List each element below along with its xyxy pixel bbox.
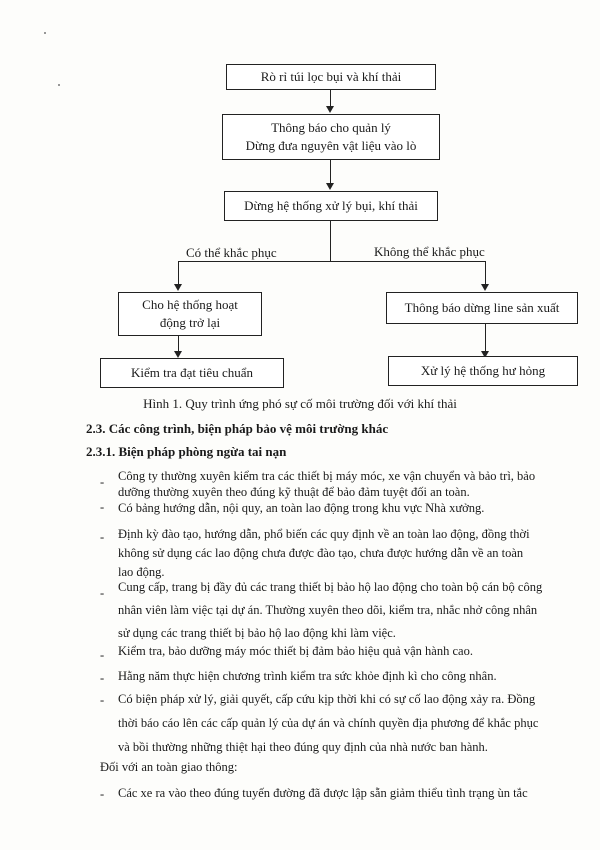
- flow-box-notify-manager: [222, 114, 440, 160]
- bullet-line: và bồi thường những thiệt hại theo đúng quy định của nhà nước ban hành.: [118, 740, 488, 754]
- flow-box-text: Rò rỉ túi lọc bụi và khí thải: [260, 69, 402, 84]
- bullet-line: sử dụng các trang thiết bị bảo hộ lao động khi làm việc.: [118, 626, 396, 640]
- flow-box-text: Dừng hệ thống xử lý bụi, khí thải: [244, 198, 418, 213]
- flow-box-leak: [226, 64, 436, 90]
- figure-caption: Hình 1. Quy trình ứng phó sự cố môi trường đối với khí thải: [143, 396, 457, 411]
- arrow-head: [481, 284, 489, 291]
- connector: [178, 261, 179, 285]
- bullet-line: Kiểm tra, bảo dưỡng máy móc thiết bị đảm bảo hiệu quả vận hành cao.: [118, 644, 473, 658]
- connector: [178, 336, 179, 352]
- bullet-line: Định kỳ đào tạo, hướng dẫn, phổ biến các quy định về an toàn lao động, đồng thời: [118, 527, 530, 541]
- traffic-heading: Đối với an toàn giao thông:: [100, 760, 238, 774]
- bullet-line: nhân viên làm việc tại dự án. Thường xuyên theo dõi, kiểm tra, nhắc nhở công nhân: [118, 603, 538, 617]
- bullet-item: [118, 497, 558, 519]
- flow-box-stop-system: [224, 191, 438, 221]
- bullet-marker: -: [100, 693, 105, 707]
- bullet-marker: -: [100, 648, 105, 662]
- bullet-line: thời báo cáo lên các cấp quản lý của dự án và chính quyền địa phương để khắc phục: [118, 716, 539, 730]
- bullet-marker: -: [100, 586, 105, 600]
- bullet-line: Hằng năm thực hiện chương trình kiểm tra sức khỏe định kì cho công nhân.: [118, 669, 497, 683]
- connector: [485, 261, 486, 285]
- bullet-marker: -: [100, 500, 105, 514]
- flow-box-text: Dừng đưa nguyên vật liệu vào lò: [245, 138, 417, 153]
- branch-connector: [178, 261, 486, 262]
- flow-box-restart: [118, 292, 262, 336]
- bullet-item: [118, 640, 558, 662]
- bullet-item: [118, 665, 558, 687]
- bullet-item: [118, 576, 558, 645]
- flow-box-text: Thông báo cho quản lý: [271, 120, 391, 135]
- bullet-marker: -: [100, 475, 105, 489]
- flow-box-text: động trở lại: [159, 315, 221, 330]
- section-heading: 2.3. Các công trình, biện pháp bảo vệ môi trường khác: [86, 421, 389, 436]
- flow-box-text: Kiểm tra đạt tiêu chuẩn: [130, 365, 253, 380]
- bullet-line: Công ty thường xuyên kiểm tra các thiết bị máy móc, xe vận chuyển và bảo trì, bảo: [118, 469, 536, 483]
- flow-box-stop-line: [386, 292, 578, 324]
- flow-box-text: Thông báo dừng line sản xuất: [404, 300, 560, 315]
- arrow-head: [326, 183, 334, 190]
- bullet-item: [118, 782, 558, 804]
- arrow-head: [174, 351, 182, 358]
- subsection-heading: 2.3.1. Biện pháp phòng ngừa tai nạn: [86, 444, 287, 459]
- arrow-head: [174, 284, 182, 291]
- flow-box-check-standard: [100, 358, 284, 388]
- bullet-line: Có bảng hướng dẫn, nội quy, an toàn lao động trong khu vực Nhà xưởng.: [118, 501, 485, 515]
- branch-label-not-fixable: Không thể khắc phục: [374, 244, 485, 259]
- flow-box-text: Xử lý hệ thống hư hỏng: [420, 363, 546, 378]
- bullet-line: dưỡng thường xuyên theo đúng kỹ thuật để bảo đảm tuyệt đối an toàn.: [118, 485, 470, 499]
- bullet-line: Có biện pháp xử lý, giải quyết, cấp cứu kịp thời khi có sự cố lao động xảy ra. Đồng: [118, 692, 536, 706]
- bullet-line: Các xe ra vào theo đúng tuyến đường đã được lập sẵn giảm thiểu tình trạng ùn tắc: [118, 786, 528, 800]
- bullet-item: [118, 687, 558, 759]
- arrow-head: [326, 106, 334, 113]
- connector: [330, 160, 331, 184]
- flow-box-text: Cho hệ thống hoạt: [142, 297, 238, 312]
- bullet-marker: -: [100, 671, 105, 685]
- bullet-marker: -: [100, 530, 105, 544]
- bullet-line: lao động.: [118, 565, 165, 579]
- bullet-marker: -: [100, 787, 105, 801]
- flow-box-repair: [388, 356, 578, 386]
- bullet-line: không sử dụng các lao động chưa được đào tạo, chưa được hướng dẫn về an toàn: [118, 546, 524, 560]
- bullet-line: Cung cấp, trang bị đầy đủ các trang thiết bị bảo hộ lao động cho toàn bộ cán bộ công: [118, 580, 543, 594]
- scan-speck: [44, 32, 46, 34]
- scan-speck: [58, 84, 60, 86]
- connector: [330, 221, 331, 261]
- branch-label-fixable: Có thể khắc phục: [186, 245, 277, 260]
- connector: [485, 324, 486, 352]
- bullet-item: [118, 525, 558, 582]
